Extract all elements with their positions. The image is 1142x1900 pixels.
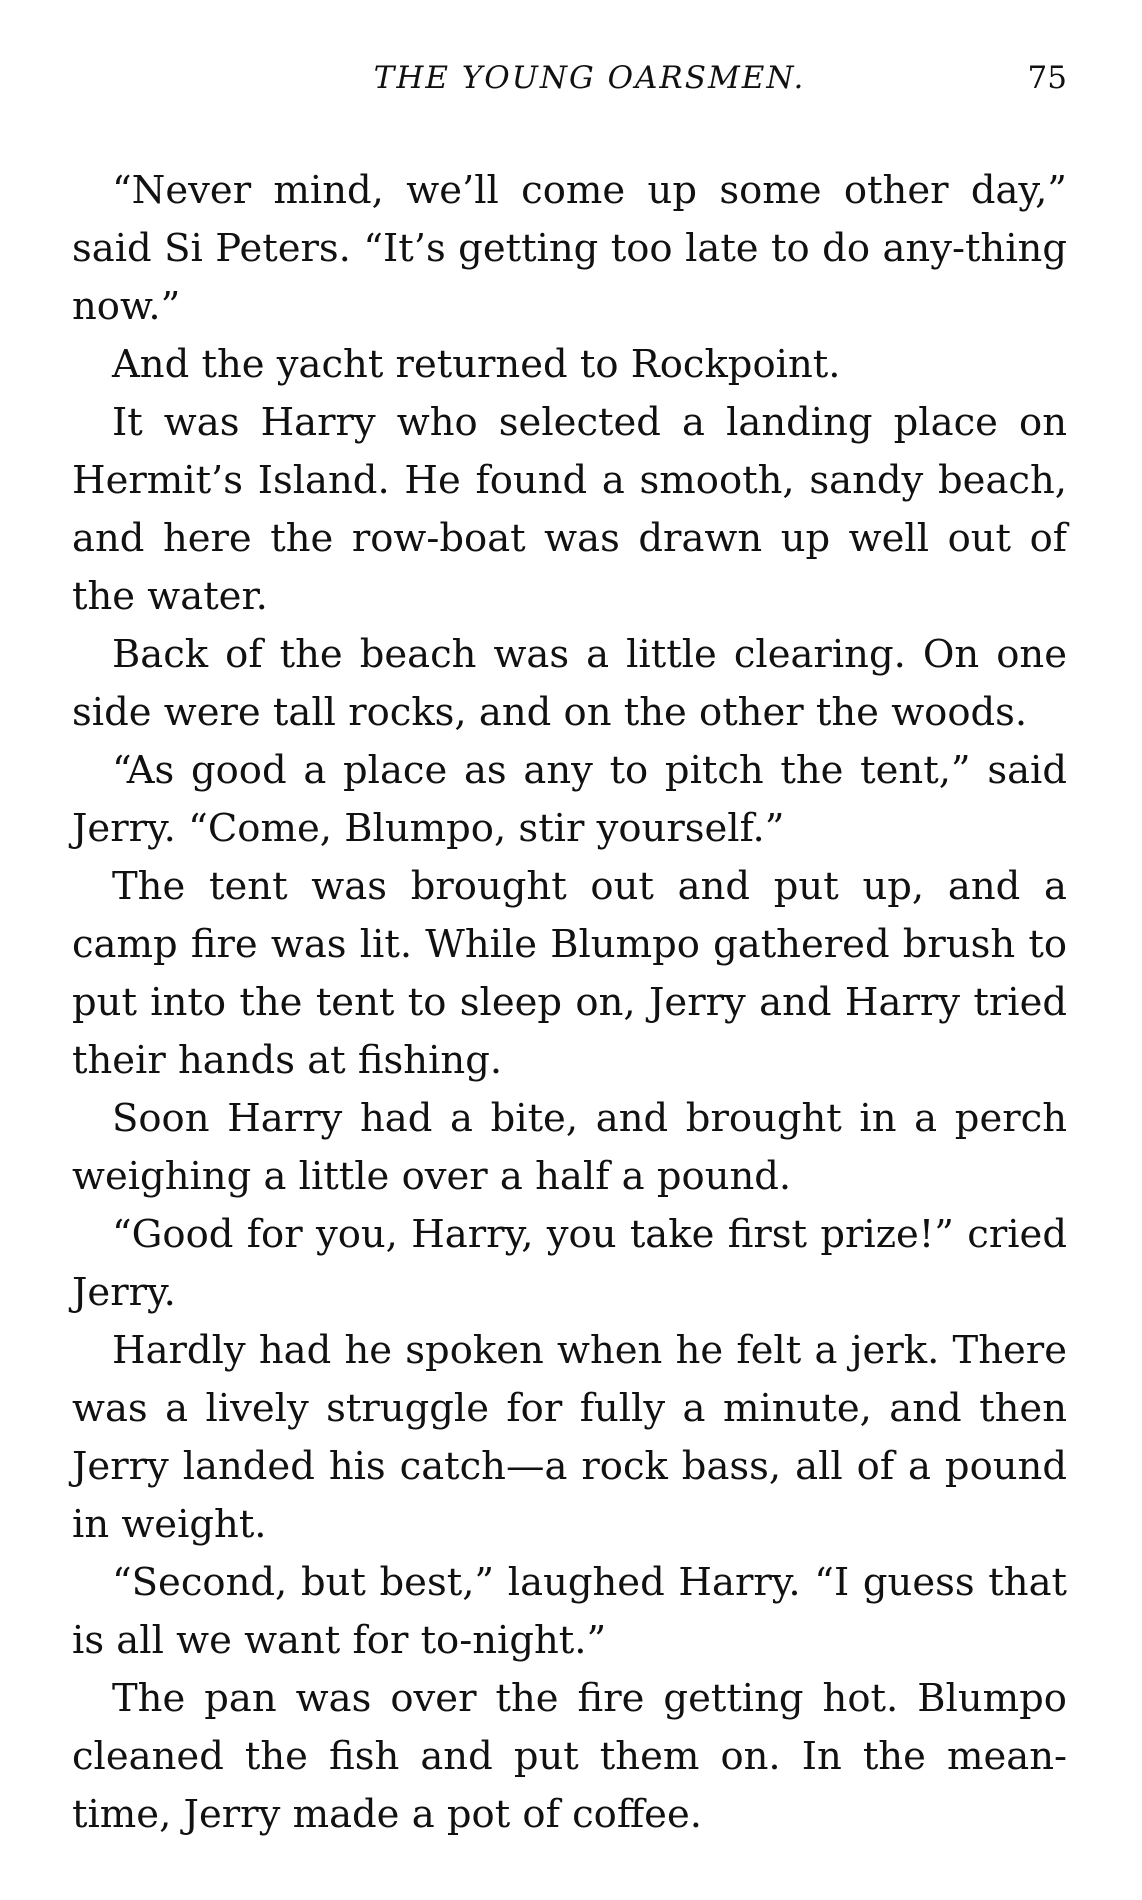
paragraph: “Good for you, Harry, you take first prize!” cried Jerry. (72, 1212, 1067, 1315)
paragraph: Soon Harry had a bite, and brought in a perch weighing a little over a half a pound. (72, 1096, 1067, 1199)
page-number: 75 (1027, 60, 1067, 96)
body-text (72, 162, 1067, 1844)
book-page (72, 60, 1067, 1844)
paragraph: “Second, but best,” laughed Harry. “I guess that is all we want for to-night.” (72, 1560, 1067, 1663)
running-head (72, 60, 1067, 120)
paragraph: Back of the beach was a little clearing. On one side were tall rocks, and on the other the woods. (72, 632, 1067, 735)
paragraph: “As good a place as any to pitch the tent,” said Jerry. “Come, Blumpo, stir yourself.” (72, 748, 1067, 851)
paragraph: And the yacht returned to Rockpoint. (112, 342, 841, 387)
running-title: THE YOUNG OARSMEN. (373, 60, 806, 96)
paragraph: Hardly had he spoken when he felt a jerk. There was a lively struggle for fully a minute, and then Jerry landed his catch—a rock bass, all of a pound in weight. (72, 1328, 1067, 1547)
paragraph: It was Harry who selected a landing place on Hermit’s Island. He found a smooth, sandy beach, and here the row-boat was drawn up well out of the water. (72, 400, 1067, 619)
paragraph: “Never mind, we’ll come up some other day,” said Si Peters. “It’s getting too late to do any-thing now.” (72, 168, 1067, 329)
paragraph: The tent was brought out and put up, and a camp fire was lit. While Blumpo gathered brush to put into the tent to sleep on, Jerry and Harry tried their hands at fishing. (72, 864, 1067, 1083)
paragraph: The pan was over the fire getting hot. Blumpo cleaned the fish and put them on. In the mean-time, Jerry made a pot of coffee. (72, 1676, 1067, 1837)
